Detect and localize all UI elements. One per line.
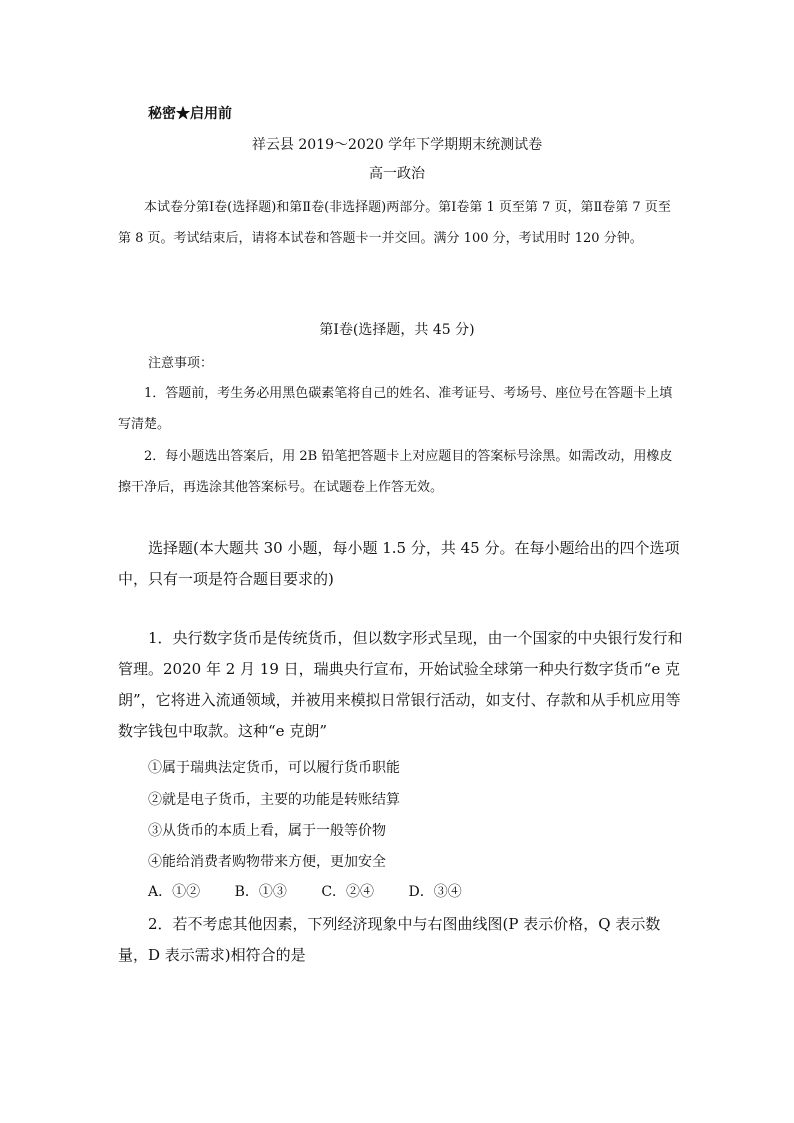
question-1-statement: ①属于瑞典法定货币，可以履行货币职能 [148,760,400,776]
choice-a: A．①② [148,884,201,900]
question-1-statement: ③从货币的本质上看，属于一般等价物 [148,823,386,839]
notes-heading: 注意事项： [148,356,214,371]
choice-b: B．①③ [234,884,287,900]
question-1-statement: ④能给消费者购物带来方便，更加安全 [148,854,386,870]
note-item: 1．答题前，考生务必用黑色碳素笔将自己的姓名、准考证号、考场号、座位号在答题卡上填写清楚。 [118,386,673,432]
question-1-stem: 1．央行数字货币是传统货币，但以数字形式呈现，由一个国家的中央银行发行和管理。2020 年 2 月 19 日，瑞典央行宣布，开始试验全球第一种央行数字货币“e 克朗”，它将进入流通领域，并被用来模拟日常银行活动，如支付、存款和从手机应用等数字钱包中取款。这种“e 克朗” [118,629,683,740]
question-2-stem: 2．若不考虑其他因素，下列经济现象中与右图曲线图(P 表示价格，Q 表示数量，D 表示需求)相符合的是 [118,915,661,964]
subject-title: 高一政治 [369,166,425,182]
question-1-choices [148,881,492,901]
section-1-title: 第Ⅰ卷(选择题，共 45 分) [319,322,475,338]
note-item: 2．每小题选出答案后，用 2B 铅笔把答题卡上对应题目的答案标号涂黑。如需改动，用橡皮擦干净后，再选涂其他答案标号。在试题卷上作答无效。 [118,449,673,495]
exam-intro: 本试卷分第Ⅰ卷(选择题)和第Ⅱ卷(非选择题)两部分。第Ⅰ卷第 1 页至第 7 页，第Ⅱ卷第 7 页至第 8 页。考试结束后，请将本试卷和答题卡一并交回。满分 100 分，考试用时 120 分钟。 [118,200,671,246]
choice-c: C．②④ [321,884,375,900]
choice-d: D．③④ [408,884,462,900]
exam-title: 祥云县 2019～2020 学年下学期期末统测试卷 [251,137,543,153]
question-1-statement: ②就是电子货币，主要的功能是转账结算 [148,792,400,808]
confidential-label: 秘密★启用前 [148,106,232,122]
choice-instructions: 选择题(本大题共 30 小题，每小题 1.5 分，共 45 分。在每小题给出的四个选项中，只有一项是符合题目要求的) [118,539,680,588]
